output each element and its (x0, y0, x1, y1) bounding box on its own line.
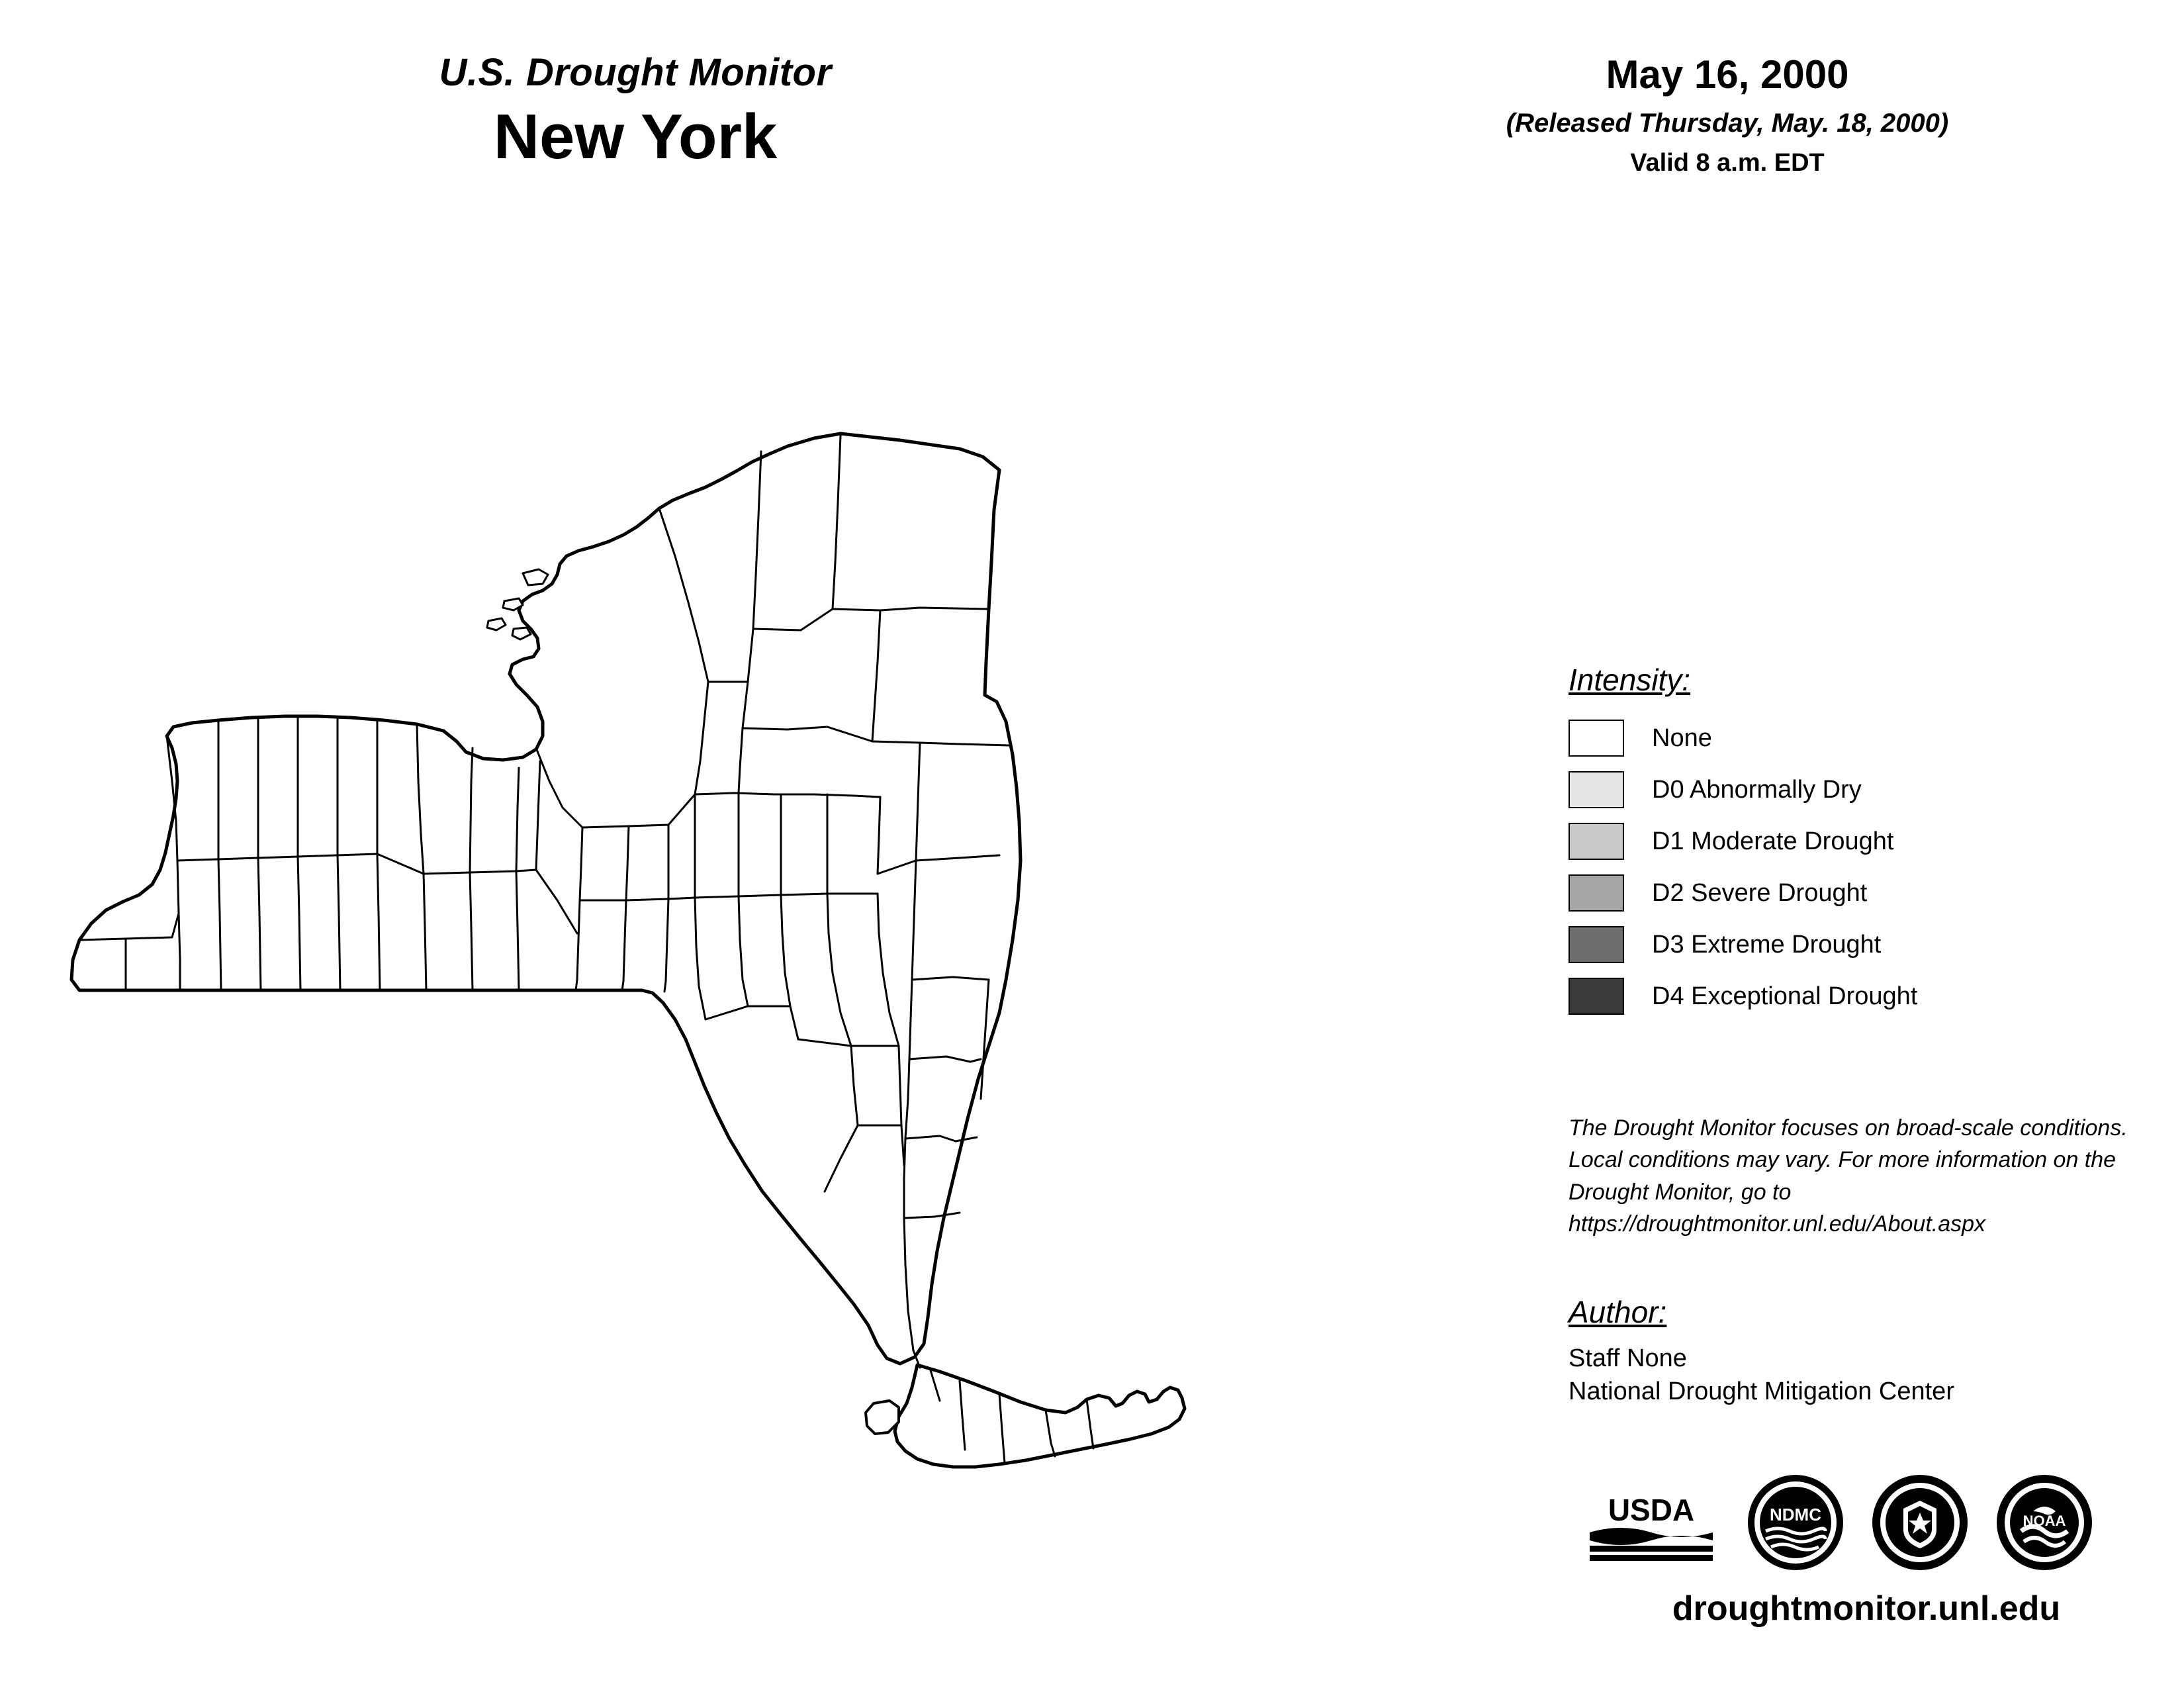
usda-logo (1582, 1470, 1721, 1575)
legend-label-d2: D2 Severe Drought (1652, 878, 1868, 907)
legend-label-d0: D0 Abnormally Dry (1652, 775, 1862, 804)
legend-item-d4 (1569, 970, 2151, 1022)
legend-item-none (1569, 712, 2151, 764)
state-title: New York (493, 101, 778, 172)
page-title: U.S. Drought Monitor (439, 51, 832, 94)
svg-text:USDA: USDA (1608, 1493, 1695, 1527)
svg-text:NDMC: NDMC (1770, 1505, 1821, 1524)
legend-swatch-d3 (1569, 926, 1624, 963)
valid-time: Valid 8 a.m. EDT (1630, 149, 1825, 177)
release-date: (Released Thursday, May. 18, 2000) (1506, 109, 1949, 138)
disclaimer-text: The Drought Monitor focuses on broad-scale conditions. Local conditions may vary. For more information on the Drought Monitor, go to https://droughtmonitor.unl.edu/About.aspx (1569, 1115, 2128, 1237)
legend-swatch-d2 (1569, 874, 1624, 912)
usdoc-logo (1870, 1470, 1970, 1575)
legend-heading: Intensity: (1569, 663, 1691, 697)
author-block (1569, 1294, 2184, 1408)
title-block (285, 53, 986, 171)
legend-swatch-none (1569, 720, 1624, 757)
svg-text:NOAA: NOAA (2023, 1513, 2066, 1529)
legend-swatch-d1 (1569, 823, 1624, 860)
new-york-county-map (60, 410, 1502, 1536)
legend-label-d3: D3 Extreme Drought (1652, 930, 1882, 959)
legend-swatch-d4 (1569, 978, 1624, 1015)
noaa-logo (1995, 1470, 2094, 1575)
map-date: May 16, 2000 (1606, 52, 1849, 97)
legend-item-d3 (1569, 919, 2151, 970)
legend-label-d4: D4 Exceptional Drought (1652, 982, 1918, 1010)
date-block (1390, 53, 2065, 177)
author-organization: National Drought Mitigation Center (1569, 1378, 1954, 1406)
island-detail-4 (512, 628, 531, 639)
author-name: Staff None (1569, 1344, 1687, 1372)
legend-label-d1: D1 Moderate Drought (1652, 827, 1894, 855)
legend-item-d2 (1569, 867, 2151, 919)
logo-row (1582, 1466, 2151, 1579)
legend-swatch-d0 (1569, 771, 1624, 808)
island-detail-1 (523, 569, 548, 585)
legend-item-d0 (1569, 764, 2151, 816)
island-detail-3 (487, 618, 506, 630)
legend-item-d1 (1569, 816, 2151, 867)
legend (1569, 662, 2151, 1022)
footer-url[interactable]: droughtmonitor.unl.edu (1672, 1589, 2061, 1628)
author-heading: Author: (1569, 1295, 1667, 1329)
long-island (895, 1365, 1185, 1467)
legend-label-none: None (1652, 724, 1712, 752)
ndmc-logo (1746, 1470, 1845, 1575)
